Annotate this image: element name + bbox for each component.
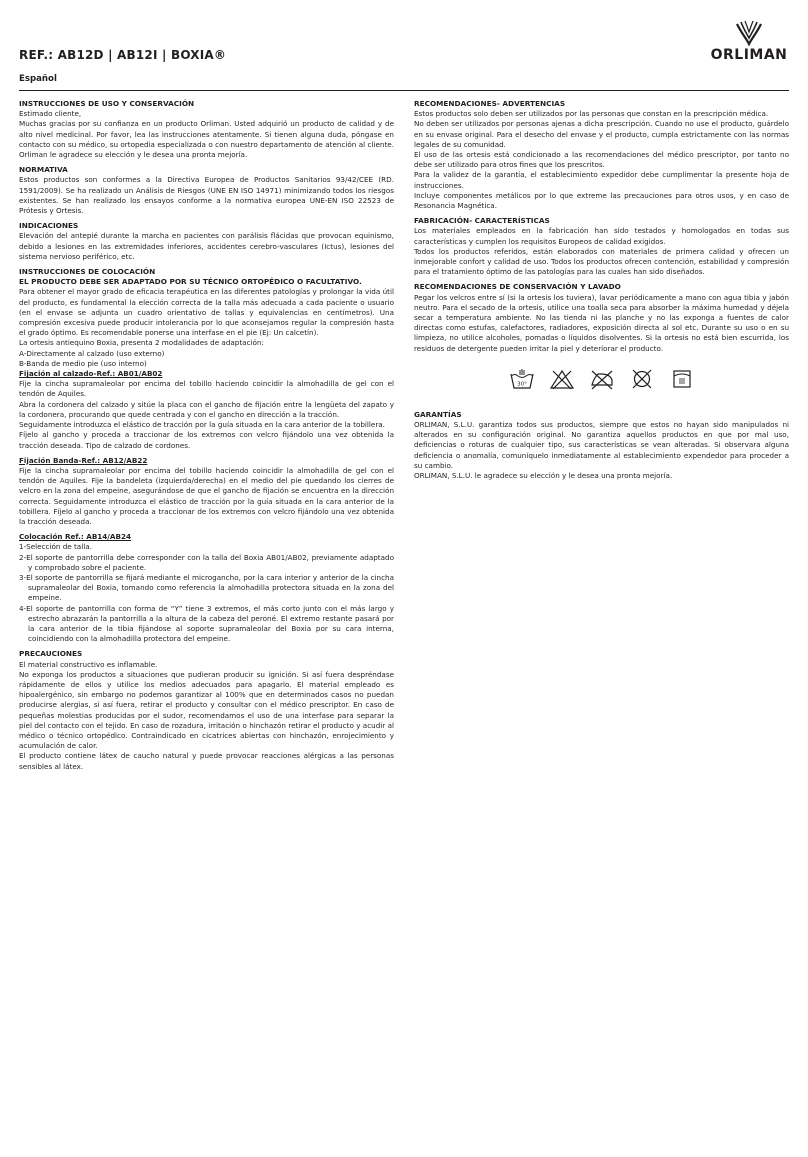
- section-colocacion-ref: [19, 532, 394, 644]
- language-label: Español: [19, 74, 57, 84]
- list-item: 4-El soporte de pantorrilla con forma de “Y” tiene 3 extremos, el más corto junto con el más largo y estrecho abrazarán la pantorrilla a la altura de la cabeza del peroné. El extremo restante pasará por la cara anterior de la tibia fijándose al soporte supramaleolar del Boxia por su cara interna, coincidiendo con la almohadilla protectora del empeine.: [19, 603, 394, 644]
- paragraph: Incluye componentes metálicos por lo que extreme las precauciones para otros usos, y en caso de Resonancia Magnética.: [414, 190, 789, 211]
- subsection-title: Fijación Banda-Ref.: AB12/AB22: [19, 455, 148, 465]
- page-header: [19, 44, 789, 74]
- section-title: PRECAUCIONES: [19, 649, 83, 659]
- paragraph: ORLIMAN, S.L.U. garantiza todos sus productos, siempre que estos no hayan sido manipulados ni alterados en su configuración original. No garantiza aquellos productos en que por mal uso, deficiencias o roturas de cualquier tipo, sus características se vean alteradas. Si observara alguna deficiencia o anomalía, comuníquelo inmediatamente al establecimiento expendedor para proceder a su cambio.: [414, 420, 789, 470]
- section-fijacion-banda: [19, 456, 394, 527]
- section-colocacion: [19, 267, 394, 451]
- list-item: 3-El soporte de pantorrilla se fijará mediante el microgancho, por la cara interior y anterior de la cincha supramaleolar del Boxia, tomando como referencia la almohadilla protectora situada en la zona del empeine.: [19, 572, 394, 603]
- hand-wash-icon: [509, 368, 535, 390]
- mode-item: B-Banda de medio pie (uso interno): [19, 358, 147, 368]
- paragraph: ORLIMAN, S.L.U. le agradece su elección y le desea una pronta mejoría.: [414, 471, 673, 481]
- brand-name: ORLIMAN: [710, 47, 788, 63]
- section-title: INSTRUCCIONES DE COLOCACIÓN: [19, 267, 156, 277]
- section-precauciones: [19, 649, 394, 771]
- paragraph: La ortesis antiequino Boxia, presenta 2 modalidades de adaptación:: [19, 338, 264, 348]
- paragraph: Fije la cincha supramaleolar por encima del tobillo haciendo coincidir la almohadilla de gel con el tendón de Aquiles.: [19, 379, 394, 399]
- section-title: RECOMENDACIONES DE CONSERVACIÓN Y LAVADO: [414, 282, 621, 292]
- section-instrucciones: [19, 99, 394, 160]
- care-icons: [414, 368, 789, 390]
- wash-temperature: 30°: [516, 381, 527, 388]
- paragraph: Todos los productos referidos, están elaborados con materiales de primera calidad y ofrecen un inmejorable confort y calidad de uso. Todos los productos ofrecen contención, estabilidad y compresión para el tratamiento óptimo de las patologías para las cuales han sido diseñados.: [414, 246, 789, 277]
- subsection-title: Colocación Ref.: AB14/AB24: [19, 532, 131, 542]
- paragraph: Muchas gracias por su confianza en un producto Orliman. Usted adquirió un producto de calidad y de alto nivel medicinal. Por favor, lea las instrucciones atentamente. Si tienen alguna duda, póngase en contacto con su médico, su ortopedia especializada o con nuestro departamento de atención al cliente. Orliman le agradece su elección y le desea una pronta mejoría.: [19, 119, 394, 160]
- section-recomendaciones: [414, 99, 789, 211]
- header-divider: [19, 90, 789, 91]
- subsection-title: Fijación al calzado-Ref.: AB01/AB02: [19, 369, 163, 379]
- product-reference: REF.: AB12D | AB12I | BOXIA®: [19, 48, 227, 62]
- list-item: 2-El soporte de pantorrilla debe corresponder con la talla del Boxia AB01/AB02, previamente adaptado y comprobado sobre el paciente.: [19, 552, 394, 572]
- paragraph: Estos productos son conformes a la Directiva Europea de Productos Sanitarios 93/42/CEE (RD. 1591/2009). Se ha realizado un Análisis de Riesgos (UNE EN ISO 14971) minimizando todos los riesgos existentes. Se han realizado los ensayos conforme a la normativa europea UNE-EN ISO 22523 de Prótesis y Ortesis.: [19, 175, 394, 216]
- paragraph: Estos productos solo deben ser utilizados por las personas que constan en la prescripción médica.: [414, 109, 769, 119]
- paragraph: Para obtener el mayor grado de eficacia terapéutica en las diferentes patologías y prolongar la vida útil del producto, es fundamental la elección correcta de la talla más adecuada a cada paciente o usuario (en el envase se adjunta un cuadro orientativo de tallas y equivalencias en centímetros). Una compresión excesiva puede producir intolerancia por lo que aconsejamos regular la compresión hasta el grado óptimo. Es recomendable ponerse una interfase en el pie (Ej: Un calcetín).: [19, 287, 394, 338]
- paragraph: Fije la cincha supramaleolar por encima del tobillo haciendo coincidir la almohadilla de gel con el tendón de Aquiles. Fije la bandeleta (izquierda/derecha) en el medio del pie quedando los cierres de velcro en la zona del empeine, asegurándose de que el gancho de fijación se encuentra en la dirección correcta. Seguidamente introduzca el elástico de tracción por la guía situada en la cara anterior de la tobillera. Fíjelo al gancho y proceda a traccionar de los extremos con velcro fijándolo una vez obtenida la tracción deseada.: [19, 465, 394, 526]
- section-title: GARANTÍAS: [414, 409, 462, 419]
- section-title: RECOMENDACIONES- ADVERTENCIAS: [414, 99, 566, 108]
- paragraph: Seguidamente introduzca el elástico de tracción por la guía situada en la cara anterior de la tobillera.: [19, 420, 385, 430]
- no-dry-clean-icon: [629, 368, 655, 390]
- mode-item: A-Directamente al calzado (uso externo): [19, 348, 165, 358]
- section-title: INDICACIONES: [19, 221, 79, 231]
- paragraph: El uso de las ortesis está condicionado a las recomendaciones del médico prescriptor, por tanto no debe ser utilizado para otros fines que los prescritos.: [414, 150, 789, 170]
- section-fabricacion: [414, 216, 789, 277]
- section-normativa: [19, 165, 394, 216]
- greeting: Estimado cliente,: [19, 109, 82, 119]
- line-dry-icon: [669, 368, 695, 390]
- paragraph: No exponga los productos a situaciones que pudieran producir su ignición. Si así fuera despréndase rápidamente de ellos y utilice los medios adecuados para apagarlo. El material empleado es hipoalergénico, sin embargo no podemos garantizar al 100% que en determinados casos no puedan producirse alergias, si así fuera, retirar el producto y consultar con el médico prescriptor. En caso de pequeñas molestias producidas por el sudor, recomendamos el uso de una interfase para separar la piel del contacto con el tejido. En caso de rozadura, irritación o hinchazón retirar el producto y acudir al médico o técnico ortopédico. Contraindicado en cicatrices abiertas con hinchazón, enrojecimiento y acumulación de calor.: [19, 669, 394, 751]
- paragraph: Elevación del antepié durante la marcha en pacientes con parálisis flácidas que provocan equinismo, debido a lesiones en las extremidades inferiores, accidentes cerebro-vasculares (Ictus), lesiones del sistema nervioso periférico, etc.: [19, 231, 394, 261]
- section-subtitle: EL PRODUCTO DEBE SER ADAPTADO POR SU TÉCNICO ORTOPÉDICO O FACULTATIVO.: [19, 277, 362, 287]
- left-column: [19, 99, 394, 777]
- section-title: INSTRUCCIONES DE USO Y CONSERVACIÓN: [19, 99, 195, 108]
- paragraph: Para la validez de la garantía, el establecimiento expedidor debe cumplimentar la presente hoja de instrucciones.: [414, 170, 789, 190]
- paragraph: El material constructivo es inflamable.: [19, 659, 158, 669]
- paragraph: Los materiales empleados en la fabricación han sido testados y homologados en todas sus características y cumplen los requisitos Europeos de calidad exigidos.: [414, 226, 789, 246]
- paragraph: El producto contiene látex de caucho natural y puede provocar reacciones alérgicas a las personas sensibles al látex.: [19, 751, 394, 771]
- orliman-mark-icon: [734, 20, 764, 46]
- section-conservacion: [414, 282, 789, 353]
- section-garantias: [414, 410, 789, 481]
- right-column: [414, 99, 789, 486]
- paragraph: No deben ser utilizados por personas ajenas a dicha prescripción. Cuando no use el producto, guárdelo en su envase original. Para el desecho del envase y el producto, cumpla estrictamente con las normas legales de su comunidad.: [414, 119, 789, 149]
- paragraph: Abra la cordonera del calzado y sitúe la placa con el gancho de fijación entre la lengüeta del zapato y la cordonera, procurando que quede centrada y con el gancho en dirección a la tracción.: [19, 399, 394, 419]
- brand-logo: [709, 20, 789, 70]
- no-iron-icon: [589, 368, 615, 390]
- paragraph: Fíjelo al gancho y proceda a traccionar de los extremos con velcro fijándolo una vez obtenida la tracción deseada. Tipo de calzado de cordones.: [19, 430, 394, 450]
- no-bleach-icon: [549, 368, 575, 390]
- list-item: 1-Selección de talla.: [19, 542, 92, 552]
- section-title: NORMATIVA: [19, 165, 68, 175]
- section-title: FABRICACIÓN- CARACTERÍSTICAS: [414, 216, 550, 226]
- section-indicaciones: [19, 221, 394, 262]
- steps-list: [19, 542, 394, 644]
- paragraph: Pegar los velcros entre sí (si la ortesis los tuviera), lavar periódicamente a mano con agua tibia y jabón neutro. Para el secado de la ortesis, utilice una toalla seca para absorber la máxima humedad y déjela secar a temperatura ambiente. No las tienda ni las planche y no las exponga a fuentes de calor directas como estufas, calefactores, radiadores, exposición directa al sol etc. Durante su uso o en su limpieza, no utilice alcoholes, pomadas o líquidos disolventes. Si la ortesis no está bien escurrida, los residuos de detergente pueden irritar la piel y deteriorar el producto.: [414, 292, 789, 353]
